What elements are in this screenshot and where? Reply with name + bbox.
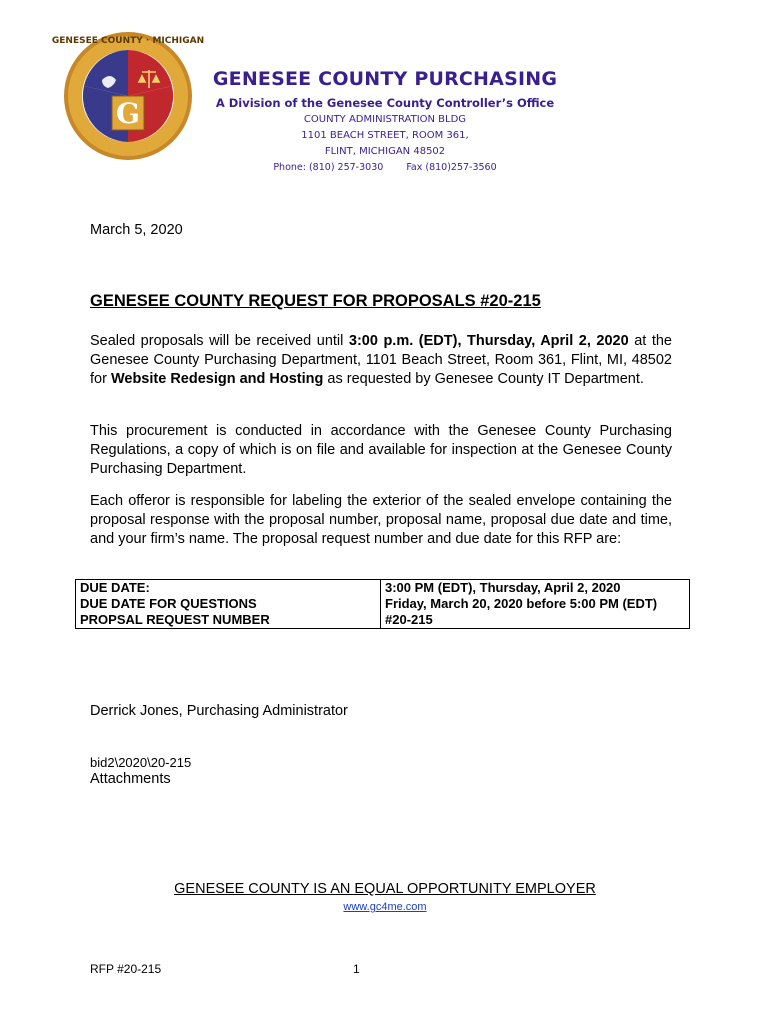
seal-text: GENESEE COUNTY · MICHIGAN <box>51 36 205 46</box>
letterhead-city: FLINT, MICHIGAN 48502 <box>324 146 446 157</box>
bid-reference: bid2\2020\20-215 <box>90 755 192 770</box>
request-number-value: #20-215 <box>381 612 690 629</box>
p1-text-a: Sealed proposals will be received until <box>90 333 349 349</box>
website-link[interactable]: www.gc4me.com <box>343 901 427 913</box>
page-number: 1 <box>353 962 360 976</box>
table-row <box>76 580 690 597</box>
table-row <box>76 612 690 629</box>
letterhead-title: GENESEE COUNTY PURCHASING <box>212 68 558 90</box>
signer-name: Derrick Jones, Purchasing Administrator <box>90 703 348 719</box>
questions-date-value: Friday, March 20, 2020 before 5:00 PM (EDT) <box>381 596 690 612</box>
p1-text-e: as requested by Genesee County IT Department. <box>323 371 644 387</box>
questions-date-label: DUE DATE FOR QUESTIONS <box>76 596 381 612</box>
p1-text-c: at the Genesee County Purchasing Department, 1101 Beach Street, Room 361, Flint, MI, 48502 for <box>90 333 672 387</box>
p1-deadline: 3:00 p.m. (EDT), Thursday, April 2, 2020 <box>348 333 629 349</box>
footer-rfp-reference: RFP #20-215 <box>90 962 162 976</box>
letterhead-contact <box>190 160 580 176</box>
p1-project-name: Website Redesign and Hosting <box>110 371 324 387</box>
letterhead <box>190 66 580 176</box>
letter-date: March 5, 2020 <box>90 222 183 238</box>
paragraph-sealed-proposals <box>90 332 672 389</box>
due-date-value: 3:00 PM (EDT), Thursday, April 2, 2020 <box>381 580 690 597</box>
equal-opportunity-statement: GENESEE COUNTY IS AN EQUAL OPPORTUNITY EMPLOYER <box>174 881 596 897</box>
county-seal-logo <box>51 30 205 162</box>
table-row <box>76 596 690 612</box>
due-date-table <box>75 579 690 629</box>
letterhead-fax: Fax (810)257-3560 <box>406 162 497 173</box>
svg-text:G: G <box>116 97 140 130</box>
request-number-label: PROPSAL REQUEST NUMBER <box>76 612 381 629</box>
due-date-label: DUE DATE: <box>76 580 381 597</box>
letterhead-division: A Division of the Genesee County Controller’s Office <box>215 96 555 110</box>
attachments-label: Attachments <box>90 771 171 787</box>
paragraph-labeling: Each offeror is responsible for labeling the exterior of the sealed envelope containing the proposal response with the proposal number, proposal name, proposal due date and time, and your firm’s name. The proposal request number and due date for this RFP are: <box>90 493 672 547</box>
paragraph-procurement: This procurement is conducted in accordance with the Genesee County Purchasing Regulations, a copy of which is on file and available for inspection at the Genesee County Purchasing Department. <box>90 423 672 477</box>
letterhead-street: 1101 BEACH STREET, ROOM 361, <box>301 130 469 141</box>
rfp-title: GENESEE COUNTY REQUEST FOR PROPOSALS #20-215 <box>90 292 541 310</box>
letterhead-phone: Phone: (810) 257-3030 <box>273 162 384 173</box>
letterhead-building: COUNTY ADMINISTRATION BLDG <box>303 114 467 125</box>
